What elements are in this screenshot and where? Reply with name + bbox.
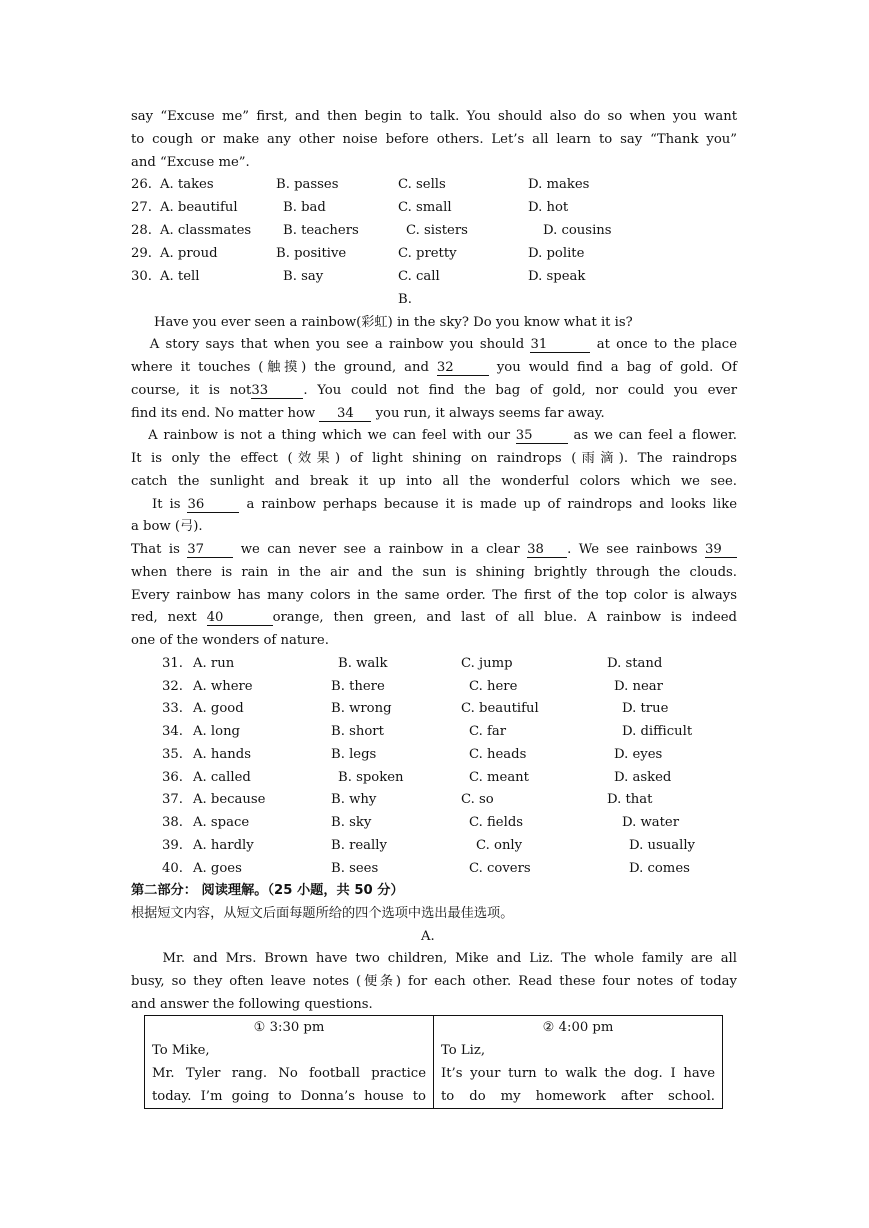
note-2-line1: To Liz, (441, 1043, 486, 1058)
text: red, next (131, 610, 197, 625)
option-a: A. tell (160, 269, 200, 284)
part-2-title: 第二部分： 阅读理解。（25 小题，共 50 分） (131, 883, 404, 898)
option-c: C. beautiful (461, 701, 539, 716)
question-number: 26. (131, 177, 152, 192)
text: find its end. No matter how (131, 406, 316, 421)
notes-table (144, 1015, 723, 1109)
passage-a-line2: busy, so they often leave notes (便条) for each other. Read these four notes of today (131, 974, 737, 989)
question-number: 29. (131, 246, 152, 261)
passage-b-p5-line1 (131, 541, 737, 559)
blank-35: 35 (516, 428, 568, 444)
text: where it touches (触摸) the ground, and (131, 360, 429, 375)
option-d: D. makes (528, 177, 590, 192)
passage-a-line1 (131, 950, 737, 968)
option-c: C. jump (461, 656, 513, 671)
option-d: D. usually (629, 838, 695, 853)
note-1-line2: Mr. Tyler rang. No football practice (152, 1066, 426, 1081)
intro-line-3: and “Excuse me”. (131, 155, 250, 170)
option-b: B. wrong (331, 701, 392, 716)
intro-line-2: to cough or make any other noise before others. Let’s all learn to say “Thank you” (131, 132, 737, 147)
option-c: C. only (476, 838, 523, 853)
option-a: A. long (193, 724, 240, 739)
option-c: C. sells (398, 177, 446, 192)
option-a: A. takes (160, 177, 214, 192)
text: you would find a bag of gold. Of (496, 360, 737, 375)
option-b: B. there (331, 679, 385, 694)
question-number: 40. (162, 861, 183, 876)
option-b: B. bad (283, 200, 326, 215)
text: we can never see a rainbow in a clear (240, 542, 520, 557)
blank-40: 40 (207, 610, 273, 626)
intro-line-1: say “Excuse me” first, and then begin to talk. You should also do so when you want (131, 109, 737, 124)
option-b: B. positive (276, 246, 347, 261)
note-2-line2: It’s your turn to walk the dog. I have (441, 1066, 715, 1081)
text: It is (151, 497, 181, 512)
section-a-heading: A. (421, 929, 435, 944)
option-b: B. teachers (283, 223, 359, 238)
note-2-line3: to do my homework after school. (441, 1089, 715, 1104)
option-b: B. spoken (338, 770, 404, 785)
passage-b-p5-line3: Every rainbow has many colors in the same order. The first of the top color is always (131, 588, 737, 603)
question-number: 38. (162, 815, 183, 830)
blank-32: 32 (437, 360, 489, 376)
option-a: A. goes (193, 861, 242, 876)
text: . We see rainbows (567, 542, 698, 557)
option-c: C. call (398, 269, 440, 284)
text: you run, it always seems far away. (375, 406, 605, 421)
passage-b-p3-line2: It is only the effect (效果) of light shining on raindrops (雨滴). The raindrops (131, 451, 737, 466)
text: orange, then green, and last of all blue. A rainbow is indeed (272, 610, 737, 625)
blank-39: 39 (705, 542, 737, 558)
option-d: D. that (607, 792, 653, 807)
option-a: A. classmates (160, 223, 252, 238)
option-d: D. eyes (614, 747, 663, 762)
option-c: C. covers (469, 861, 531, 876)
blank-33: 33 (251, 383, 303, 399)
passage-b-p5-line5: one of the wonders of nature. (131, 633, 329, 648)
question-number: 35. (162, 747, 183, 762)
blank-37: 37 (187, 542, 233, 558)
question-number: 36. (162, 770, 183, 785)
note-2-time: ② 4:00 pm (542, 1020, 614, 1035)
option-a: A. beautiful (160, 200, 238, 215)
option-c: C. pretty (398, 246, 457, 261)
option-a: A. proud (160, 246, 218, 261)
question-number: 37. (162, 792, 183, 807)
option-d: D. stand (607, 656, 663, 671)
option-b: B. passes (276, 177, 339, 192)
option-a: A. where (193, 679, 253, 694)
text: Mr. and Mrs. Brown have two children, Mike and Liz. The whole family are all (162, 951, 737, 966)
text: a rainbow perhaps because it is made up of raindrops and looks like (246, 497, 738, 512)
passage-b-p5-line2: when there is rain in the air and the sun is shining brightly through the clouds. (131, 565, 737, 580)
passage-b-p4-line1 (131, 496, 737, 514)
option-d: D. comes (629, 861, 690, 876)
passage-b-p3-line1 (131, 427, 737, 445)
option-d: D. true (622, 701, 669, 716)
option-c: C. fields (469, 815, 524, 830)
passage-b-p2-line2 (131, 359, 737, 377)
option-a: A. good (193, 701, 244, 716)
option-d: D. water (622, 815, 680, 830)
option-d: D. hot (528, 200, 569, 215)
note-2 (434, 1016, 723, 1109)
option-d: D. difficult (622, 724, 693, 739)
blank-31: 31 (530, 337, 590, 353)
text: A rainbow is not a thing which we can feel with our (148, 428, 511, 443)
option-a: A. run (193, 656, 235, 671)
passage-a-line3: and answer the following questions. (131, 997, 373, 1012)
part-2-instruction: 根据短文内容，从短文后面每题所给的四个选项中选出最佳选项。 (131, 906, 514, 921)
option-a: A. hardly (193, 838, 254, 853)
option-c: C. sisters (406, 223, 468, 238)
blank-36: 36 (187, 497, 239, 513)
option-b: B. really (331, 838, 387, 853)
option-a: A. space (193, 815, 250, 830)
text: A story says that when you see a rainbow you should (149, 337, 525, 352)
question-number: 31. (162, 656, 183, 671)
option-c: C. meant (469, 770, 529, 785)
section-b-heading: B. (398, 292, 412, 307)
option-c: C. heads (469, 747, 527, 762)
note-1-line3: today. I’m going to Donna’s house to (152, 1089, 426, 1104)
text: as we can feel a flower. (573, 428, 737, 443)
question-number: 32. (162, 679, 183, 694)
option-d: D. speak (528, 269, 586, 284)
passage-b-p2-line3 (131, 382, 737, 400)
question-number: 39. (162, 838, 183, 853)
text: at once to the place (596, 337, 737, 352)
blank-34: 34 (319, 406, 371, 422)
option-d: D. polite (528, 246, 585, 261)
passage-b-p4-line2: a bow (弓). (131, 519, 203, 534)
question-number: 28. (131, 223, 152, 238)
text: That is (131, 542, 180, 557)
option-b: B. short (331, 724, 384, 739)
note-1 (145, 1016, 434, 1109)
option-c: C. far (469, 724, 507, 739)
option-c: C. here (469, 679, 518, 694)
passage-b-p1: Have you ever seen a rainbow(彩虹) in the sky? Do you know what it is? (154, 315, 633, 330)
text: course, it is not (131, 383, 252, 398)
question-number: 34. (162, 724, 183, 739)
option-b: B. why (331, 792, 377, 807)
option-d: D. near (614, 679, 663, 694)
option-d: D. asked (614, 770, 672, 785)
question-number: 30. (131, 269, 152, 284)
note-1-line1: To Mike, (152, 1043, 210, 1058)
option-c: C. small (398, 200, 452, 215)
blank-38: 38 (527, 542, 567, 558)
question-number: 33. (162, 701, 183, 716)
passage-b-p2-line1 (131, 336, 737, 354)
text: . You could not find the bag of gold, nor could you ever (303, 383, 737, 398)
option-d: D. cousins (543, 223, 612, 238)
passage-b-p2-line4 (131, 405, 605, 423)
option-c: C. so (461, 792, 494, 807)
passage-b-p3-line3: catch the sunlight and break it up into all the wonderful colors which we see. (131, 474, 737, 489)
option-a: A. because (193, 792, 266, 807)
option-b: B. walk (338, 656, 388, 671)
option-b: B. sky (331, 815, 372, 830)
option-b: B. say (283, 269, 324, 284)
question-number: 27. (131, 200, 152, 215)
passage-b-p5-line4 (131, 609, 737, 627)
option-b: B. legs (331, 747, 377, 762)
option-a: A. hands (193, 747, 251, 762)
note-1-time: ① 3:30 pm (253, 1020, 325, 1035)
option-b: B. sees (331, 861, 379, 876)
option-a: A. called (193, 770, 251, 785)
